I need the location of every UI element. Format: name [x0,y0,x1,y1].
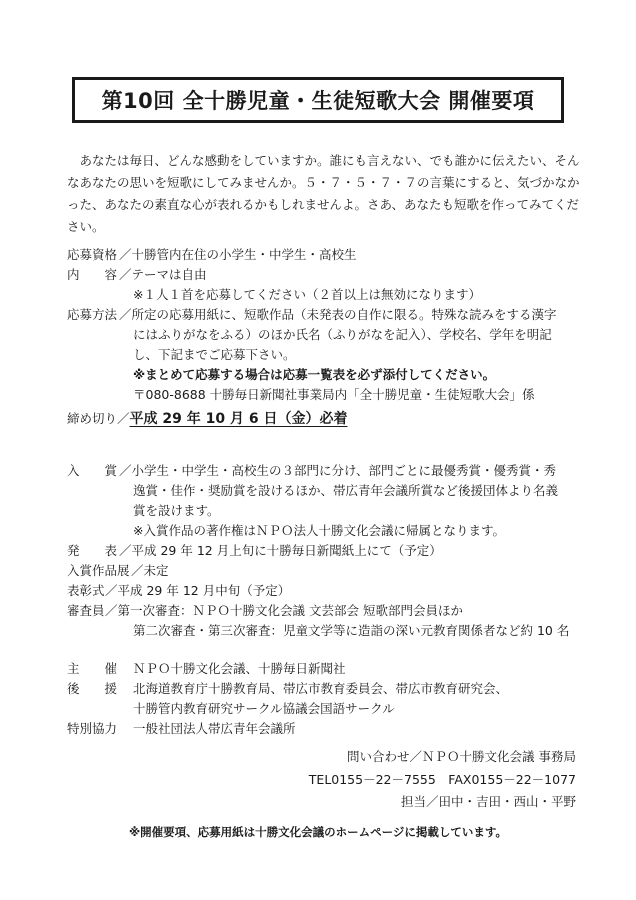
prizes-line: 逸賞・佳作・奨励賞を設けるほか、帯広青年会議所賞など後援団体より名義 [133,483,559,498]
eligibility-label: 応募資格 [67,247,118,262]
supporters-label: 後 援 [67,681,118,696]
exhibition-value: ／未定 [131,563,169,578]
contact-inquiry: 問い合わせ／ＮＰＯ十勝文化会議 事務局 [347,749,576,764]
page-title: 第10回 全十勝児童・生徒短歌大会 開催要項 [101,89,535,113]
content-label: 内 容 [67,267,118,282]
eligibility-value: ／十勝管内在住の小学生・中学生・高校生 [119,247,357,262]
cooperation-label: 特別協力 [67,721,118,736]
judges-label: 審査員 [67,603,105,618]
organizers-value: ＮＰＯ十勝文化会議、十勝毎日新聞社 [133,661,346,676]
prizes-note: ※入賞作品の著作権はＮＰＯ法人十勝文化会議に帰属となります。 [133,523,505,538]
ceremony-label: 表彰式 [67,583,105,598]
intro-text: あなたは毎日、どんな感動をしていますか。誰にも言えない、でも誰かに伝えたい、そんなあなたの思いを短歌にしてみませんか。５・７・５・７・７の言葉にすると、気づかなかった、あなたの素直な心が表れるかもしれませんよ。さあ、あなたも短歌を作ってみてください。 [67,153,580,234]
cooperation-value: 一般社団法人帯広青年会議所 [133,721,296,736]
prizes-line: ／小学生・中学生・高校生の３部門に分け、部門ごとに最優秀賞・優秀賞・秀 [119,463,557,478]
judges-second: 第二次審査・第三次審査：児童文学等に造詣の深い元教育関係者など約 10 名 [133,623,570,638]
method-line: にはふりがなをふる）のほか氏名（ふりがなを記入）、学校名、学年を明記 [133,327,552,342]
method-address: 〒080-8688 十勝毎日新聞社事業局内「全十勝児童・生徒短歌大会」係 [133,387,535,402]
intro-paragraph [67,150,582,238]
supporters-line: 十勝管内教育研究サークル協議会国語サークル [133,701,395,716]
content-value: ／テーマは自由 [119,267,207,282]
title-box [72,77,564,123]
supporters-line: 北海道教育庁十勝教育局、帯広市教育委員会、帯広市教育研究会、 [133,681,509,696]
prizes-line: 賞を設けます。 [133,503,220,518]
content-note: ※１人１首を応募してください（２首以上は無効になります） [133,287,481,302]
footer-note: ※開催要項、応募用紙は十勝文化会議のホームページに掲載しています。 [128,825,508,839]
method-line: し、下記までご応募下さい。 [133,347,296,362]
prizes-label: 入 賞 [67,463,118,478]
contact-phone: TEL0155－22－7555 FAX0155－22－1077 [308,772,576,787]
contact-staff: 担当／田中・吉田・西山・平野 [400,794,576,809]
deadline-value: 平成 29 年 10 月 6 日（金）必着 [129,411,348,427]
judges-first: ／第一次審査：ＮＰＯ十勝文化会議 文芸部会 短歌部門会員ほか [105,603,463,618]
exhibition-label: 入賞作品展 [67,563,130,578]
method-bold-note: ※まとめて応募する場合は応募一覧表を必ず添付してください。 [133,367,496,382]
deadline-label: 締め切り／ [67,411,130,426]
deadline [67,408,347,428]
announcement-value: ／平成 29 年 12 月上旬に十勝毎日新聞紙上にて（予定） [119,543,442,558]
method-label: 応募方法 [67,307,118,322]
organizers-label: 主 催 [67,661,118,676]
ceremony-value: ／平成 29 年 12 月中旬（予定） [105,583,291,598]
method-line: ／所定の応募用紙に、短歌作品（未発表の自作に限る。特殊な読みをする漢字 [119,307,557,322]
announcement-label: 発 表 [67,543,118,558]
